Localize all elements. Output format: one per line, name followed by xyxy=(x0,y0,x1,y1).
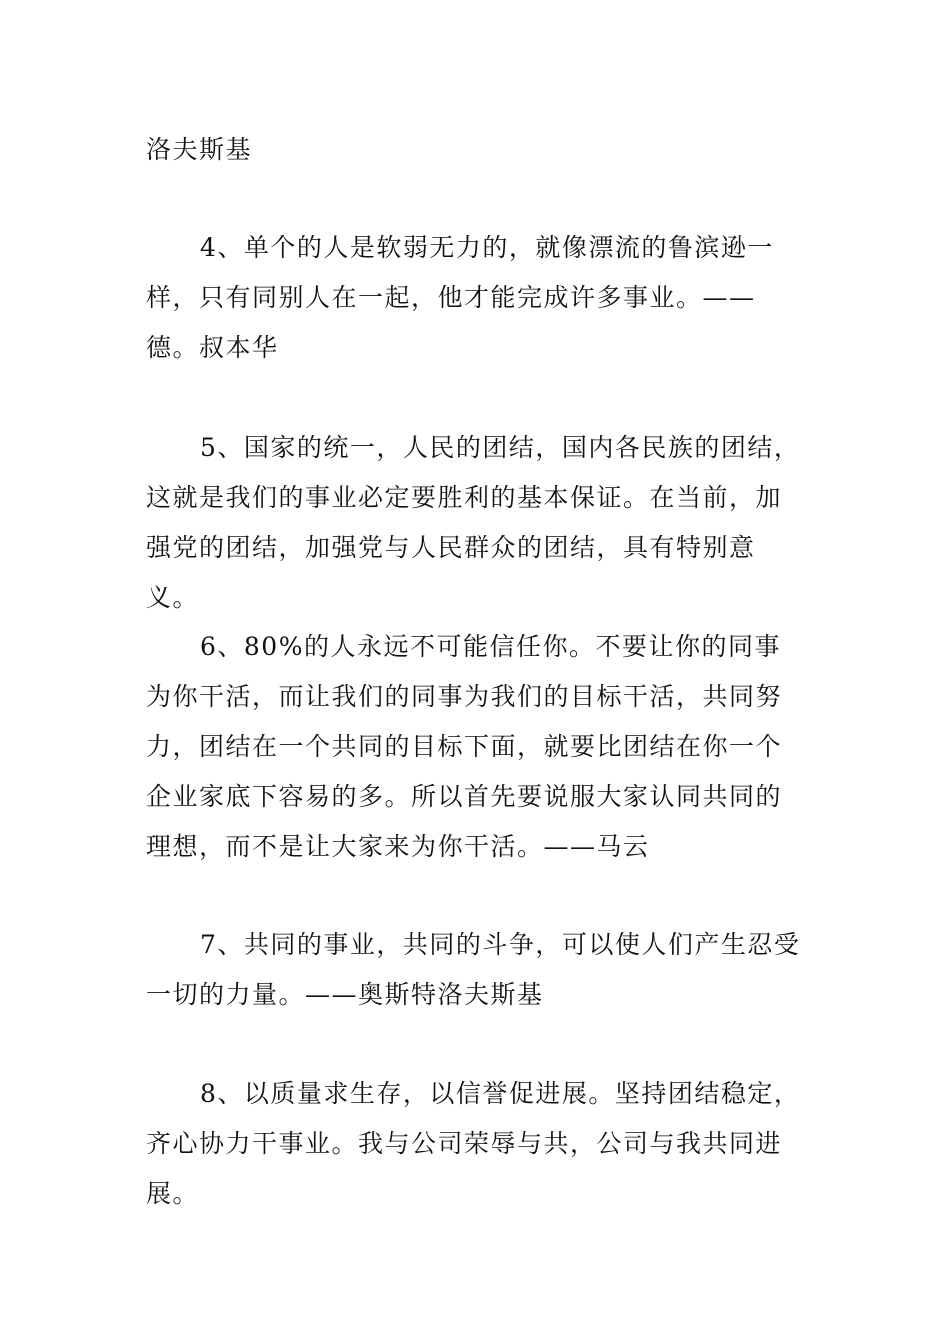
paragraph-quote-6: 6、80%的人永远不可能信任你。不要让你的同事为你干活，而让我们的同事为我们的目标干活，共同努力，团结在一个共同的目标下面，就要比团结在你一个企业家底下容易的多。所以首先要说服大家认同共同的理想，而不是让大家来为你干活。——马云 xyxy=(146,632,783,861)
paragraph-quote-5: 5、国家的统一，人民的团结，国内各民族的团结，这就是我们的事业必定要胜利的基本保证。在当前，加强党的团结，加强党与人民群众的团结，具有特别意义。 xyxy=(146,433,801,612)
paragraph-quote-4: 4、单个的人是软弱无力的，就像漂流的鲁滨逊一样，只有同别人在一起，他才能完成许多事业。——德。叔本华 xyxy=(146,233,774,362)
paragraph-quote-8: 8、以质量求生存，以信誉促进展。坚持团结稳定，齐心协力干事业。我与公司荣辱与共，公司与我共同进展。 xyxy=(146,1079,801,1208)
paragraph-continuation: 洛夫斯基 xyxy=(146,135,253,164)
paragraph-quote-7: 7、共同的事业，共同的斗争，可以使人们产生忍受一切的力量。——奥斯特洛夫斯基 xyxy=(146,930,801,1009)
